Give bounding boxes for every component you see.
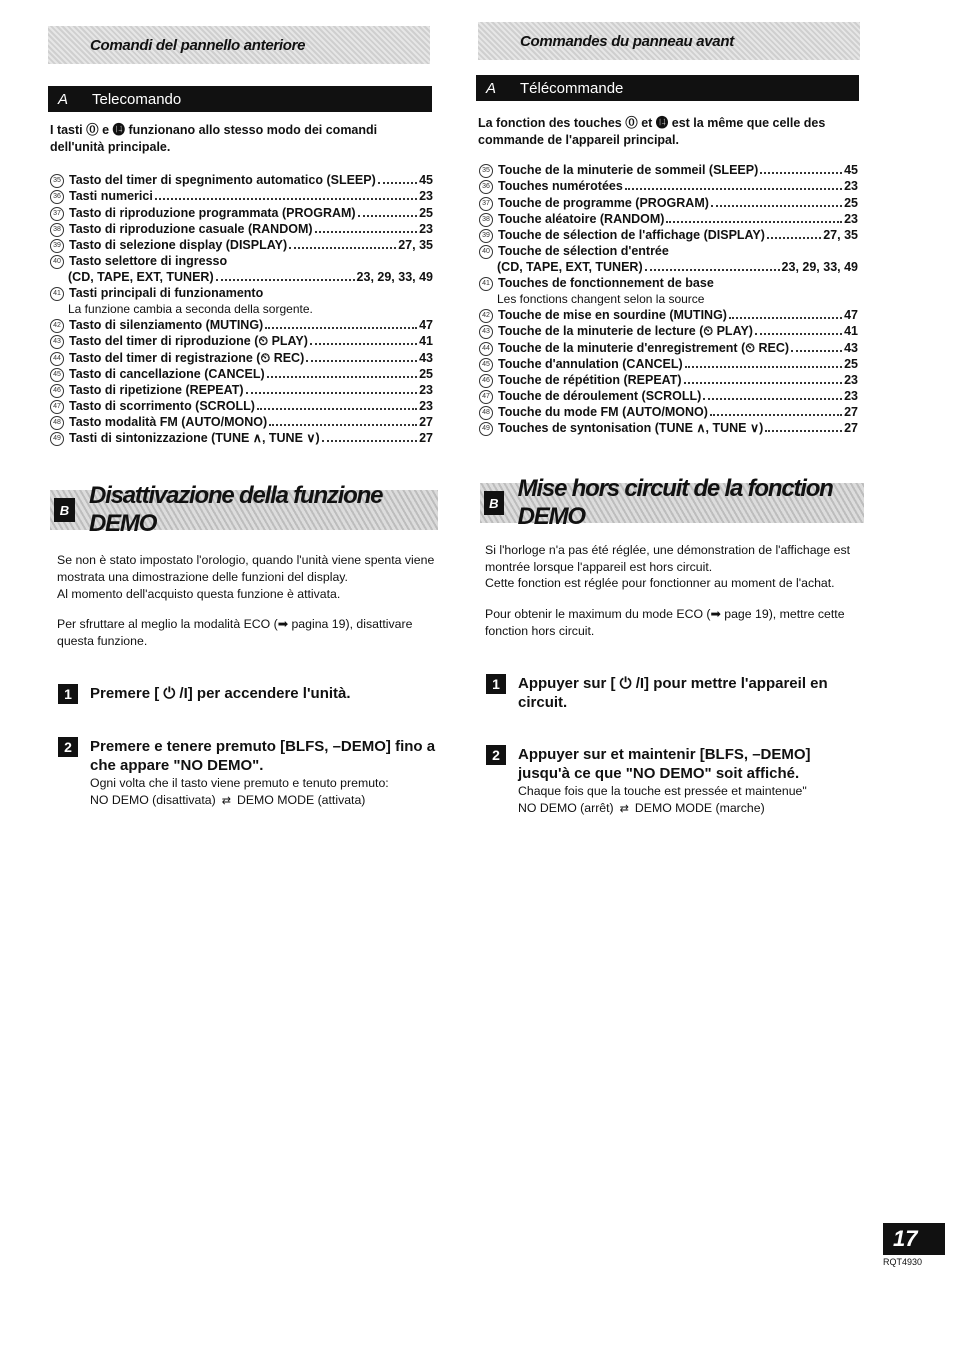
item-label: Tasti numerici xyxy=(69,189,153,204)
step-note: Chaque fois que la touche est pressée et maintenue" xyxy=(518,784,807,798)
leader-dots xyxy=(760,172,842,174)
toggle-state-b: DEMO MODE (marche) xyxy=(634,801,765,815)
item-label: Touche d'annulation (CANCEL) xyxy=(498,356,683,371)
item-page: 25 xyxy=(844,195,858,210)
section-title: Télécommande xyxy=(520,79,624,97)
item-label: Touche de la minuterie d'enregistrement (⏲ REC) xyxy=(498,340,790,355)
item-label: Tasto di selezione display (DISPLAY) xyxy=(69,237,288,252)
toggle-arrows-icon: ⇄ xyxy=(619,803,629,815)
section-a-bar-it xyxy=(48,86,432,112)
step-number: 1 xyxy=(486,674,506,694)
list-item xyxy=(50,188,433,204)
step-1-fr xyxy=(486,674,866,712)
leader-dots xyxy=(155,198,417,200)
item-number-icon: 39 xyxy=(479,229,493,243)
item-label: Tasto modalità FM (AUTO/MONO) xyxy=(69,415,268,430)
item-page: 27 xyxy=(419,431,433,446)
leader-dots xyxy=(711,205,842,207)
list-item xyxy=(479,420,858,436)
item-page: 23 xyxy=(844,179,858,194)
leader-dots xyxy=(216,279,355,281)
list-item xyxy=(50,398,433,414)
leader-dots xyxy=(289,247,396,249)
item-number-icon: 38 xyxy=(50,223,64,237)
section-title: Telecomando xyxy=(92,90,182,108)
item-label: Touches numérotées xyxy=(498,179,623,194)
leader-dots xyxy=(265,327,417,329)
item-page: 23, 29, 33, 49 xyxy=(356,269,433,284)
item-label: Touche aléatoire (RANDOM) xyxy=(498,211,665,226)
leader-dots xyxy=(315,231,418,233)
step-toggle xyxy=(518,800,866,818)
list-item xyxy=(50,430,433,446)
item-page: 45 xyxy=(419,173,433,188)
item-page: 27, 35 xyxy=(823,227,858,242)
leader-dots xyxy=(755,333,842,335)
paragraph: Si l'horloge n'a pas été réglée, une démonstration de l'affichage est montrée lorsque l'appareil est hors circuit. xyxy=(485,543,851,574)
intro-text-it: I tasti ⓪ e ⓮ funzionano allo stesso modo dei comandi dell'unità principale. xyxy=(50,123,378,154)
section-title: Disattivazione della funzione DEMO xyxy=(88,482,383,537)
item-number-icon: 43 xyxy=(50,335,64,349)
item-number-icon: 36 xyxy=(50,190,64,204)
step-text: Appuyer sur et maintenir [BLFS, –DEMO] jusqu'à ce que "NO DEMO" soit affiché. xyxy=(518,746,811,782)
model-code: RQT4930 xyxy=(883,1257,923,1267)
list-item xyxy=(50,253,433,285)
paragraph: Pour obtenir le maximum du mode ECO (➡ page 19), mettre cette fonction hors circuit. xyxy=(485,607,845,638)
item-label: Touches de fonctionnement de base xyxy=(498,275,714,290)
item-note: La funzione cambia a seconda della sorgente. xyxy=(68,301,313,316)
header-text: Commandes du panneau avant xyxy=(520,32,734,50)
item-label-continued: (CD, TAPE, EXT, TUNER) xyxy=(497,259,643,274)
list-item xyxy=(50,285,433,317)
list-item xyxy=(479,243,858,275)
list-item xyxy=(479,323,858,339)
toggle-state-a: NO DEMO (disattivata) xyxy=(90,793,216,807)
section-b-header-fr xyxy=(480,475,864,530)
leader-dots xyxy=(791,350,842,352)
item-label: Tasto di riproduzione casuale (RANDOM) xyxy=(69,221,313,236)
item-number-icon: 40 xyxy=(479,245,493,259)
list-item xyxy=(50,221,433,237)
step-text: Premere [ ⏻ /I] per accendere l'unità. xyxy=(90,685,351,702)
item-number-icon: 37 xyxy=(479,197,493,211)
item-number-icon: 46 xyxy=(479,374,493,388)
section-title: Mise hors circuit de la fonction DEMO xyxy=(517,475,833,530)
remote-key-list-it xyxy=(50,172,433,446)
list-item xyxy=(50,317,433,333)
item-number-icon: 38 xyxy=(479,213,493,227)
step-text: Premere e tenere premuto [BLFS, –DEMO] fino a che appare "NO DEMO". xyxy=(90,738,436,774)
section-letter: A xyxy=(58,90,69,108)
toggle-arrows-icon: ⇄ xyxy=(221,795,231,807)
list-item xyxy=(479,162,858,178)
item-page: 23, 29, 33, 49 xyxy=(781,259,858,274)
list-item xyxy=(50,382,433,398)
item-label: Tasti di sintonizzazione (TUNE ∧, TUNE ∨) xyxy=(69,431,320,446)
item-number-icon: 36 xyxy=(479,180,493,194)
item-page: 41 xyxy=(844,324,858,339)
list-item xyxy=(479,211,858,227)
item-number-icon: 47 xyxy=(50,400,64,414)
front-panel-header-it xyxy=(48,26,430,64)
item-number-icon: 40 xyxy=(50,255,64,269)
list-item xyxy=(479,307,858,323)
list-item xyxy=(50,204,433,220)
step-note: Ogni volta che il tasto viene premuto e tenuto premuto: xyxy=(90,776,389,790)
item-number-icon: 49 xyxy=(50,432,64,446)
section-letter: B xyxy=(484,491,504,515)
item-label: Touche de programme (PROGRAM) xyxy=(498,195,709,210)
item-label: Touches de syntonisation (TUNE ∧, TUNE ∨) xyxy=(498,421,764,436)
leader-dots xyxy=(703,398,842,400)
list-item xyxy=(479,404,858,420)
list-item xyxy=(50,414,433,430)
step-toggle xyxy=(90,792,438,810)
item-page: 23 xyxy=(844,211,858,226)
item-page: 23 xyxy=(419,382,433,397)
leader-dots xyxy=(685,366,842,368)
item-page: 23 xyxy=(419,189,433,204)
paragraph: Per sfruttare al meglio la modalità ECO (➡ pagina 19), disattivare questa funzione. xyxy=(57,617,413,648)
paragraph: Cette fonction est réglée pour fonctionner au moment de l'achat. xyxy=(485,576,835,590)
list-item xyxy=(50,172,433,188)
item-page: 43 xyxy=(844,340,858,355)
item-label: Touche de sélection d'entrée xyxy=(498,243,669,258)
item-label: Tasto selettore di ingresso xyxy=(69,253,228,268)
item-page: 23 xyxy=(844,372,858,387)
item-label: Tasto del timer di registrazione (⏲ REC) xyxy=(69,350,305,365)
leader-dots xyxy=(666,221,842,223)
item-number-icon: 48 xyxy=(479,406,493,420)
item-page: 23 xyxy=(844,389,858,404)
leader-dots xyxy=(645,269,780,271)
leader-dots xyxy=(684,382,843,384)
item-page: 23 xyxy=(419,221,433,236)
item-label: Touche de mise en sourdine (MUTING) xyxy=(498,308,727,323)
section-letter: B xyxy=(54,498,75,522)
item-page: 43 xyxy=(419,350,433,365)
section-letter: A xyxy=(486,79,497,97)
item-label: Touche de répétition (REPEAT) xyxy=(498,372,682,387)
item-label: Touche de la minuterie de lecture (⏲ PLAY) xyxy=(498,324,753,339)
header-text: Comandi del pannello anteriore xyxy=(90,36,306,54)
leader-dots xyxy=(729,317,842,319)
list-item xyxy=(479,356,858,372)
step-number: 1 xyxy=(58,684,78,704)
item-number-icon: 41 xyxy=(50,287,64,301)
item-label: Touche de sélection de l'affichage (DISPLAY) xyxy=(498,227,765,242)
item-label: Tasti principali di funzionamento xyxy=(69,285,264,300)
item-page: 25 xyxy=(419,366,433,381)
leader-dots xyxy=(767,237,821,239)
item-page: 27 xyxy=(844,405,858,420)
item-number-icon: 44 xyxy=(479,342,493,356)
section-b-header-it xyxy=(50,482,438,537)
leader-dots xyxy=(257,408,417,410)
leader-dots xyxy=(378,182,417,184)
item-number-icon: 41 xyxy=(479,277,493,291)
leader-dots xyxy=(765,430,842,432)
step-1-it xyxy=(58,684,438,704)
paragraph: Se non è stato impostato l'orologio, quando l'unità viene spenta viene mostrata una dimostrazione delle funzioni del display. xyxy=(57,553,435,584)
item-number-icon: 43 xyxy=(479,325,493,339)
paragraph: Al momento dell'acquisto questa funzione è attivata. xyxy=(57,587,341,601)
item-label: Tasto del timer di riproduzione (⏲ PLAY) xyxy=(69,334,308,349)
list-item xyxy=(479,275,858,307)
leader-dots xyxy=(322,440,417,442)
leader-dots xyxy=(269,424,417,426)
item-label-continued: (CD, TAPE, EXT, TUNER) xyxy=(68,269,214,284)
intro-text-fr: La fonction des touches ⓪ et ⓮ est la même que celle des commande de l'appareil principal. xyxy=(478,116,826,147)
item-number-icon: 47 xyxy=(479,390,493,404)
section-a-bar-fr xyxy=(476,75,859,101)
item-number-icon: 46 xyxy=(50,384,64,398)
step-2-it xyxy=(58,737,438,810)
step-2-fr xyxy=(486,745,866,818)
item-label: Tasto di silenziamento (MUTING) xyxy=(69,318,264,333)
list-item xyxy=(50,237,433,253)
item-page: 27, 35 xyxy=(398,237,433,252)
leader-dots xyxy=(358,215,418,217)
item-label: Tasto di riproduzione programmata (PROGRAM) xyxy=(69,205,356,220)
item-label: Tasto di ripetizione (REPEAT) xyxy=(69,382,244,397)
item-number-icon: 35 xyxy=(50,174,64,188)
remote-key-list-fr xyxy=(479,162,858,436)
item-page: 25 xyxy=(844,356,858,371)
item-page: 23 xyxy=(419,399,433,414)
item-number-icon: 37 xyxy=(50,207,64,221)
list-item xyxy=(50,349,433,365)
item-page: 45 xyxy=(844,163,858,178)
list-item xyxy=(50,366,433,382)
item-label: Touche de la minuterie de sommeil (SLEEP) xyxy=(498,163,759,178)
item-note: Les fonctions changent selon la source xyxy=(497,291,705,306)
list-item xyxy=(50,333,433,349)
item-number-icon: 39 xyxy=(50,239,64,253)
item-page: 27 xyxy=(419,415,433,430)
leader-dots xyxy=(246,392,418,394)
list-item xyxy=(479,372,858,388)
item-label: Touche de déroulement (SCROLL) xyxy=(498,389,702,404)
item-number-icon: 45 xyxy=(50,368,64,382)
leader-dots xyxy=(710,414,842,416)
list-item xyxy=(479,227,858,243)
item-label: Tasto di scorrimento (SCROLL) xyxy=(69,399,255,414)
list-item xyxy=(479,388,858,404)
item-page: 25 xyxy=(419,205,433,220)
list-item xyxy=(479,339,858,355)
item-number-icon: 35 xyxy=(479,164,493,178)
step-number: 2 xyxy=(486,745,506,765)
item-number-icon: 49 xyxy=(479,422,493,436)
page-number: 17 xyxy=(883,1223,945,1255)
item-label: Touche du mode FM (AUTO/MONO) xyxy=(498,405,708,420)
item-number-icon: 44 xyxy=(50,352,64,366)
step-number: 2 xyxy=(58,737,78,757)
step-text: Appuyer sur [ ⏻ /I] pour mettre l'appareil en circuit. xyxy=(518,675,828,711)
toggle-state-b: DEMO MODE (attivata) xyxy=(236,793,366,807)
list-item xyxy=(479,178,858,194)
leader-dots xyxy=(306,360,417,362)
leader-dots xyxy=(310,343,417,345)
item-label: Tasto del timer di spegnimento automatico (SLEEP) xyxy=(69,173,376,188)
item-number-icon: 45 xyxy=(479,358,493,372)
item-page: 47 xyxy=(419,318,433,333)
item-number-icon: 42 xyxy=(50,319,64,333)
item-number-icon: 42 xyxy=(479,309,493,323)
item-page: 47 xyxy=(844,308,858,323)
front-panel-header-fr xyxy=(478,22,860,60)
item-number-icon: 48 xyxy=(50,416,64,430)
item-page: 27 xyxy=(844,421,858,436)
toggle-state-a: NO DEMO (arrêt) xyxy=(518,801,614,815)
item-label: Tasto di cancellazione (CANCEL) xyxy=(69,366,265,381)
list-item xyxy=(479,194,858,210)
leader-dots xyxy=(625,188,842,190)
leader-dots xyxy=(267,376,417,378)
item-page: 41 xyxy=(419,334,433,349)
